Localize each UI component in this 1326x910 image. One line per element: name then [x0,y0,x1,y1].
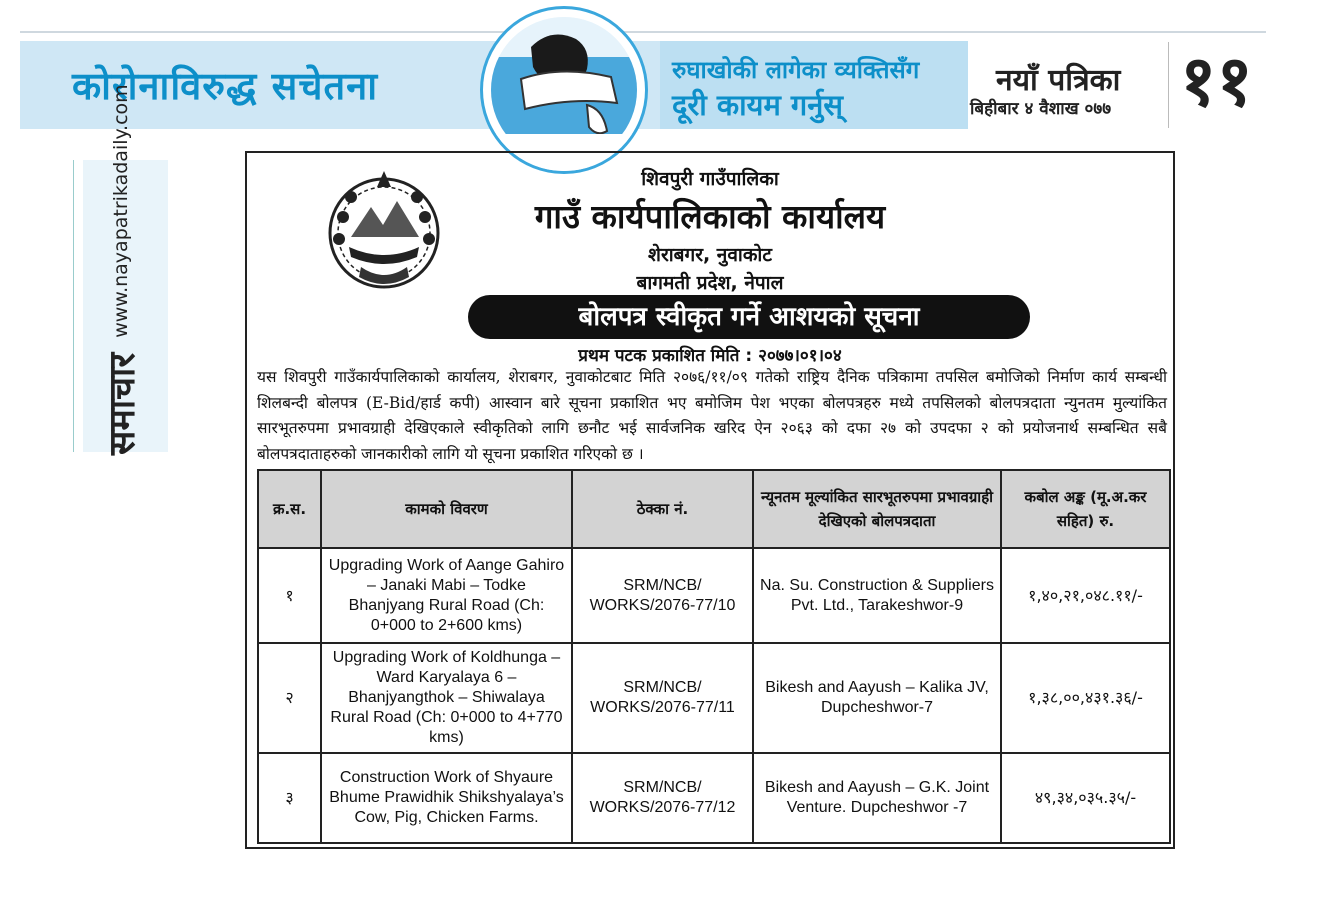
cell-bidder: Na. Su. Construction & Suppliers Pvt. Ltd., Tarakeshwor-9 [753,548,1001,643]
bid-table [257,469,1171,844]
cell-contract: SRM/NCB/ WORKS/2076-77/10 [572,548,753,643]
cell-amount: १,४०,२१,०४८.११/- [1001,548,1170,643]
cell-bidder: Bikesh and Aayush – Kalika JV, Dupcheshwor-7 [753,643,1001,753]
cell-work: Construction Work of Shyaure Bhume Prawidhik Shikshyalaya’s Cow, Pig, Chicken Farms. [321,753,572,843]
campaign-title: कोरोनाविरुद्ध सचेतना [72,64,379,108]
cell-bidder: Bikesh and Aayush – G.K. Joint Venture. Dupcheshwor -7 [753,753,1001,843]
advice-box [660,41,968,129]
first-published-date: प्रथम पटक प्रकाशित मिति : २०७७।०१।०४ [578,346,842,366]
cell-contract: SRM/NCB/ WORKS/2076-77/12 [572,753,753,843]
province-country: बागमती प्रदेश, नेपाल [636,272,784,294]
cell-contract: SRM/NCB/ WORKS/2076-77/11 [572,643,753,753]
top-rule [20,31,1266,33]
office-location: शेराबगर, नुवाकोट [648,244,772,266]
sneeze-into-elbow-illustration [480,6,648,174]
website-url: www.nayapatrikadaily.com [109,84,132,338]
cell-sn: ३ [258,753,321,843]
notice-body: यस शिवपुरी गाउँकार्यपालिकाको कार्यालय, शेराबगर, नुवाकोटबाट मिति २०७६/११/०९ गतेको राष्ट्रिय दैनिक पत्रिकामा तपसिल बमोजिको निर्माण कार्य सम्बन्धी शिलबन्दी बोलपत्र (E-Bid/हार्ड कपी) आस्वान बारे सूचना प्रकाशित भए बमोजिम पेश भएका बोलपत्रहरु मध्ये तपसिलको बोलपत्रदाता न्युनतम मुल्यांकित सारभूतरुपमा प्रभावग्राही देखिएकाले स्वीकृतिको लागि छनौट भई सार्वजनिक खरिद ऐन २०६३ को दफा २७ को उपदफा २ को प्रयोजनार्थ सम्बन्धित सबै बोलपत्रदाताहरुको जानकारीको लागि यो सूचना प्रकाशित गरिएको छ । [257,368,1167,463]
notice-title: बोलपत्र स्वीकृत गर्ने आशयको सूचना [468,295,1030,339]
page-divider [1168,42,1169,128]
header-bidder: न्यूनतम मूल्यांकित सारभूतरुपमा प्रभावग्राही देखिएको बोलपत्रदाता [753,470,1001,548]
table-row [258,643,1170,753]
advice-line-1: रुघाखोकी लागेका व्यक्तिसँग [672,56,920,84]
header-sn: क्र.स. [258,470,321,548]
section-name: समाचार [102,352,143,455]
cell-amount: १,३८,००,४३१.३६/- [1001,643,1170,753]
page-number: ११ [1180,40,1253,122]
header-contract: ठेक्का नं. [572,470,753,548]
office-name: गाउँ कार्यपालिकाको कार्यालय [534,197,886,236]
table-row [258,548,1170,643]
municipality-name: शिवपुरी गाउँपालिका [641,168,779,190]
side-rule [73,160,74,452]
tender-notice [245,151,1175,849]
advice-line-2: दूरी कायम गर्नुस् [672,88,843,122]
table-row [258,753,1170,843]
section-label [96,84,145,455]
cell-amount: ४९,३४,०३५.३५/- [1001,753,1170,843]
issue-date: बिहीबार ४ वैशाख ०७७ [970,99,1112,119]
cell-work: Upgrading Work of Aange Gahiro – Janaki Mabi – Todke Bhanjyang Rural Road (Ch: 0+000 to 2+600 kms) [321,548,572,643]
cell-work: Upgrading Work of Koldhunga – Ward Karyalaya 6 – Bhanjyangthok – Shiwalaya Rural Road (Ch: 0+000 to 4+770 kms) [321,643,572,753]
cell-sn: १ [258,548,321,643]
cell-sn: २ [258,643,321,753]
newspaper-name: नयाँ पत्रिका [996,63,1121,98]
header-amount: कबोल अङ्क (मू.अ.कर सहित) रु. [1001,470,1170,548]
table-header-row [258,470,1170,548]
header-work: कामको विवरण [321,470,572,548]
